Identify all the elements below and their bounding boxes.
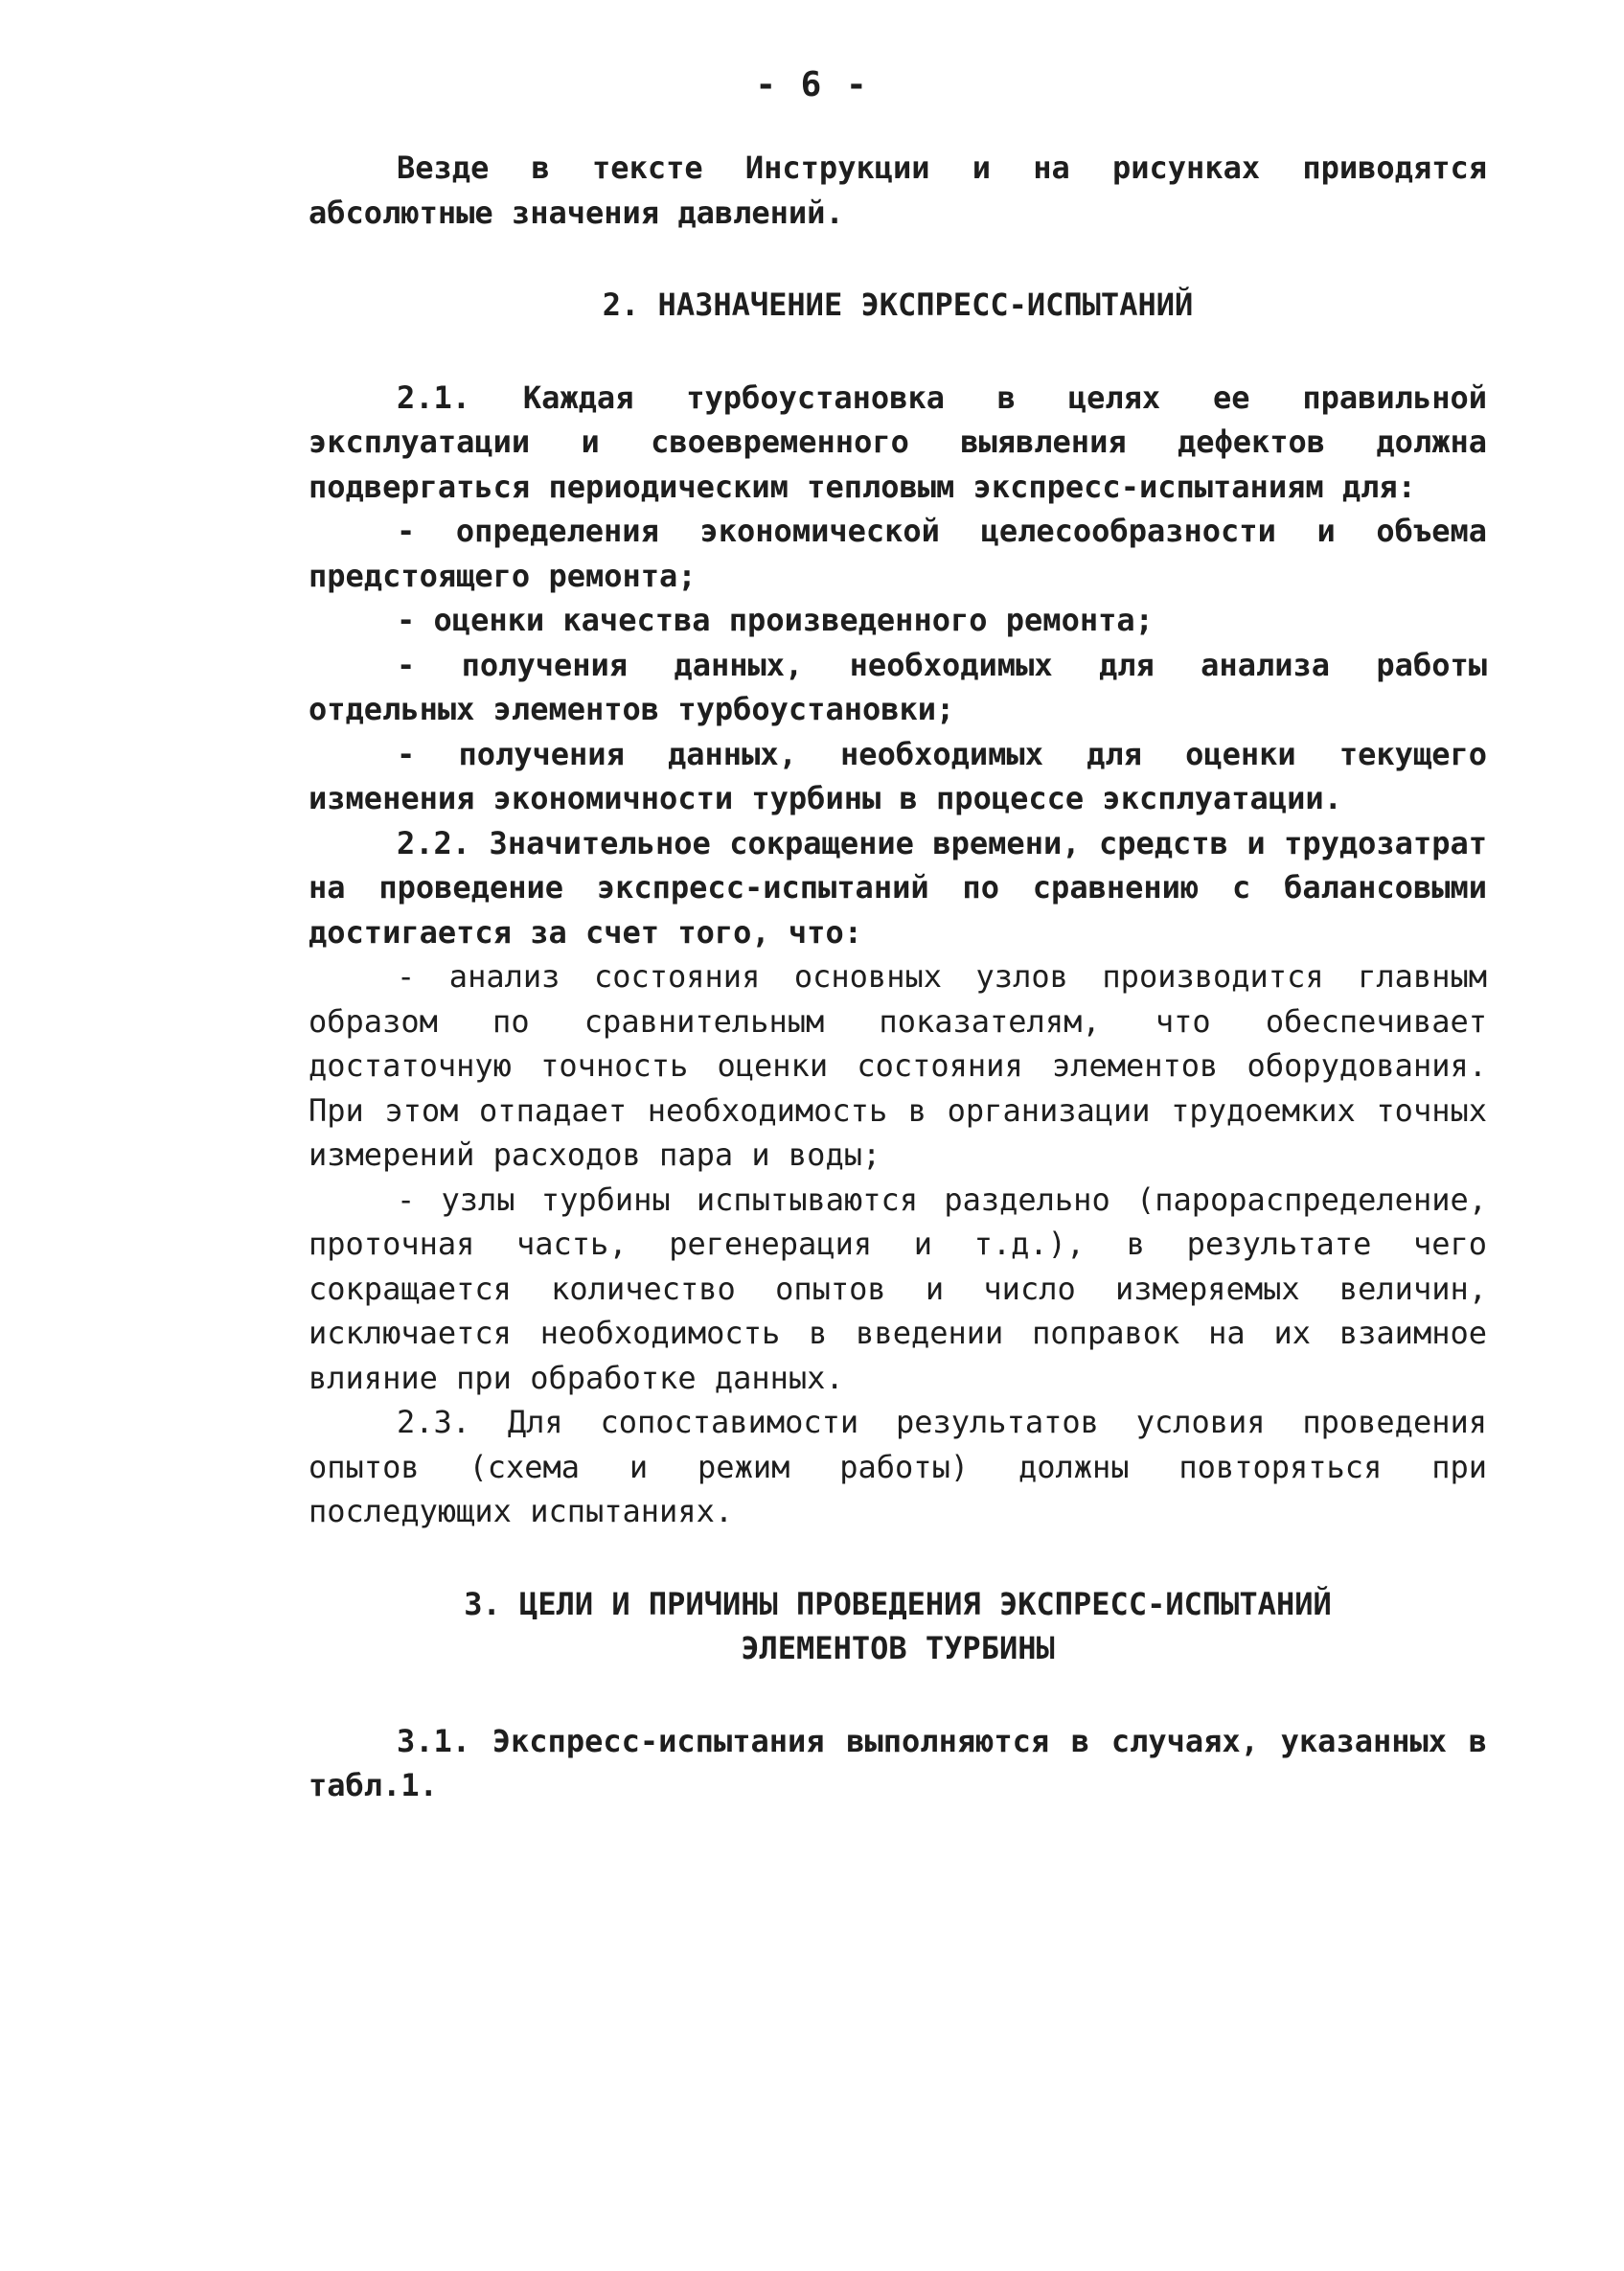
list-item-2-1-4: - получения данных, необходимых для оценки текущего изменения экономичности турбины в процессе эксплуатации. xyxy=(309,735,1487,816)
page-number: - 6 - xyxy=(755,65,869,104)
list-item-2-2-2: - узлы турбины испытываются раздельно (парораспределение, проточная часть, регенерация и т.д.), в результате чего сокращается количество опытов и число измеряемых величин, исключается необходимость в введении поправок на их взаимное влияние при обработке данных. xyxy=(309,1181,1487,1396)
section-3-heading xyxy=(309,1582,1487,1671)
list-item-2-1-1: - определения экономической целесообразности и объема предстоящего ремонта; xyxy=(309,513,1487,594)
section-3-heading-line-2: ЭЛЕМЕНТОВ ТУРБИНЫ xyxy=(741,1630,1055,1666)
section-2-heading: 2. НАЗНАЧЕНИЕ ЭКСПРЕСС-ИСПЫТАНИЙ xyxy=(602,287,1194,323)
paragraph-3-1: 3.1. Экспресс-испытания выполняются в случаях, указанных в табл.1. xyxy=(309,1722,1487,1803)
intro-paragraph: Везде в тексте Инструкции и на рисунках приводятся абсолютные значения давлений. xyxy=(309,149,1487,231)
paragraph-2-2: 2.2. Значительное сокращение времени, средств и трудозатрат на проведение экспресс-испытаний по сравнению с балансовыми достигается за счет того, что: xyxy=(309,824,1487,951)
list-item-2-2-1: - анализ состояния основных узлов производится главным образом по сравнительным показателям, что обеспечивает достаточную точность оценки состояния элементов оборудования. При этом отпадает необходимость в организации трудоемких точных измерений расходов пара и воды; xyxy=(309,958,1487,1173)
paragraph-2-1: 2.1. Каждая турбоустановка в целях ее правильной эксплуатации и своевременного выявления дефектов должна подвергаться периодическим тепловым экспресс-испытаниям для: xyxy=(309,378,1487,505)
list-item-2-1-3: - получения данных, необходимых для анализа работы отдельных элементов турбоустановки; xyxy=(309,646,1487,727)
list-item-2-1-2: - оценки качества произведенного ремонта; xyxy=(397,602,1154,638)
document-body xyxy=(309,146,1487,1808)
paragraph-2-3: 2.3. Для сопоставимости результатов условия проведения опытов (схема и режим работы) должны повторяться при последующих испытаниях. xyxy=(309,1404,1487,1529)
section-3-heading-line-1: 3. ЦЕЛИ И ПРИЧИНЫ ПРОВЕДЕНИЯ ЭКСПРЕСС-ИСПЫТАНИЙ xyxy=(464,1585,1332,1622)
